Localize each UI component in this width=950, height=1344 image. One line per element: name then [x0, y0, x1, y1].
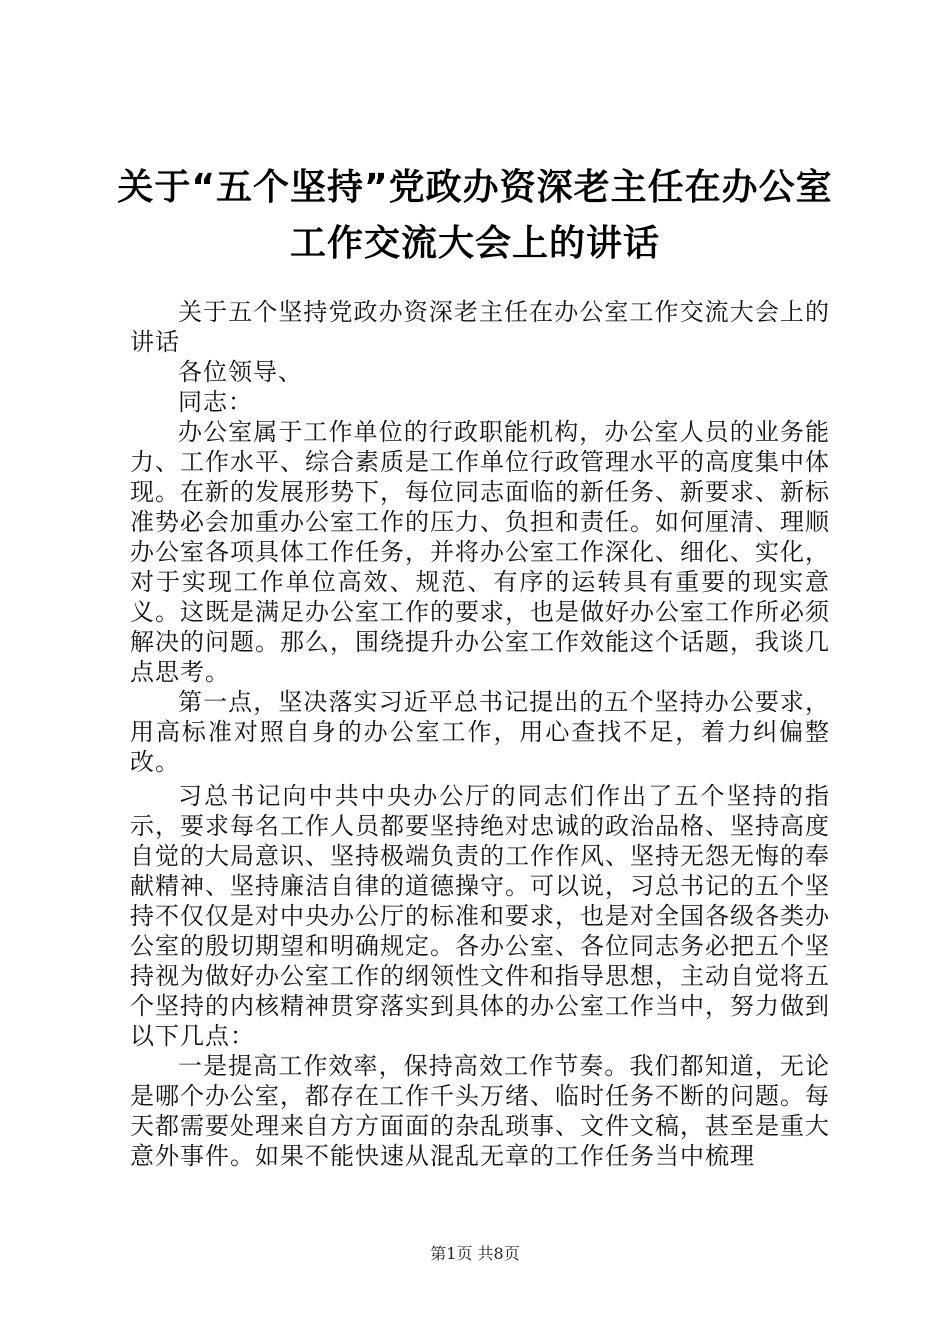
paragraph-five-persistences: 习总书记向中共中央办公厅的同志们作出了五个坚持的指示，要求每名工作人员都要坚持绝对忠诚的政治品格、坚持高度自觉的大局意识、坚持极端负责的工作作风、坚持无怨无悔的奉献精神、坚持廉洁自律的道德操守。可以说，习总书记的五个坚持不仅仅是对中央办公厅的标准和要求，也是对全国各级各类办公室的殷切期望和明确规定。各办公室、各位同志务必把五个坚持视为做好办公室工作的纲领性文件和指导思想，主动自觉将五个坚持的内核精神贯穿落实到具体的办公室工作当中，努力做到以下几点： — [130, 782, 830, 1050]
document-body — [130, 297, 830, 1171]
page-footer: 第1页 共8页 — [430, 1244, 520, 1263]
paragraph-efficiency: 一是提高工作效率，保持高效工作节奏。我们都知道，无论是哪个办公室，都存在工作千头万绪、临时任务不断的问题。每天都需要处理来自方方面面的杂乱琐事、文件文稿，甚至是重大意外事件。如果不能快速从混乱无章的工作任务当中梳理 — [130, 1052, 830, 1170]
paragraph-intro: 办公室属于工作单位的行政职能机构，办公室人员的业务能力、工作水平、综合素质是工作单位行政管理水平的高度集中体现。在新的发展形势下，每位同志面临的新任务、新要求、新标准势必会加重办公室工作的压力、负担和责任。如何厘清、理顺办公室各项具体工作任务，并将办公室工作深化、细化、实化，对于实现工作单位高效、规范、有序的运转具有重要的现实意义。这既是满足办公室工作的要求，也是做好办公室工作所必须解决的问题。那么，围绕提升办公室工作效能这个话题，我谈几点思考。 — [130, 418, 830, 686]
document-title — [100, 160, 850, 272]
paragraph-heading-repeat: 关于五个坚持党政办资深老主任在办公室工作交流大会上的讲话 — [130, 298, 830, 356]
title-line-2: 工作交流大会上的讲话 — [289, 223, 660, 264]
paragraph-point-one: 第一点，坚决落实习近平总书记提出的五个坚持办公要求，用高标准对照自身的办公室工作，用心查找不足，着力纠偏整改。 — [130, 688, 830, 776]
paragraph-salutation-1: 各位领导、 — [178, 358, 303, 386]
title-line-1: 关于“五个坚持”党政办资深老主任在办公室 — [117, 167, 833, 208]
paragraph-salutation-2: 同志： — [178, 388, 253, 416]
